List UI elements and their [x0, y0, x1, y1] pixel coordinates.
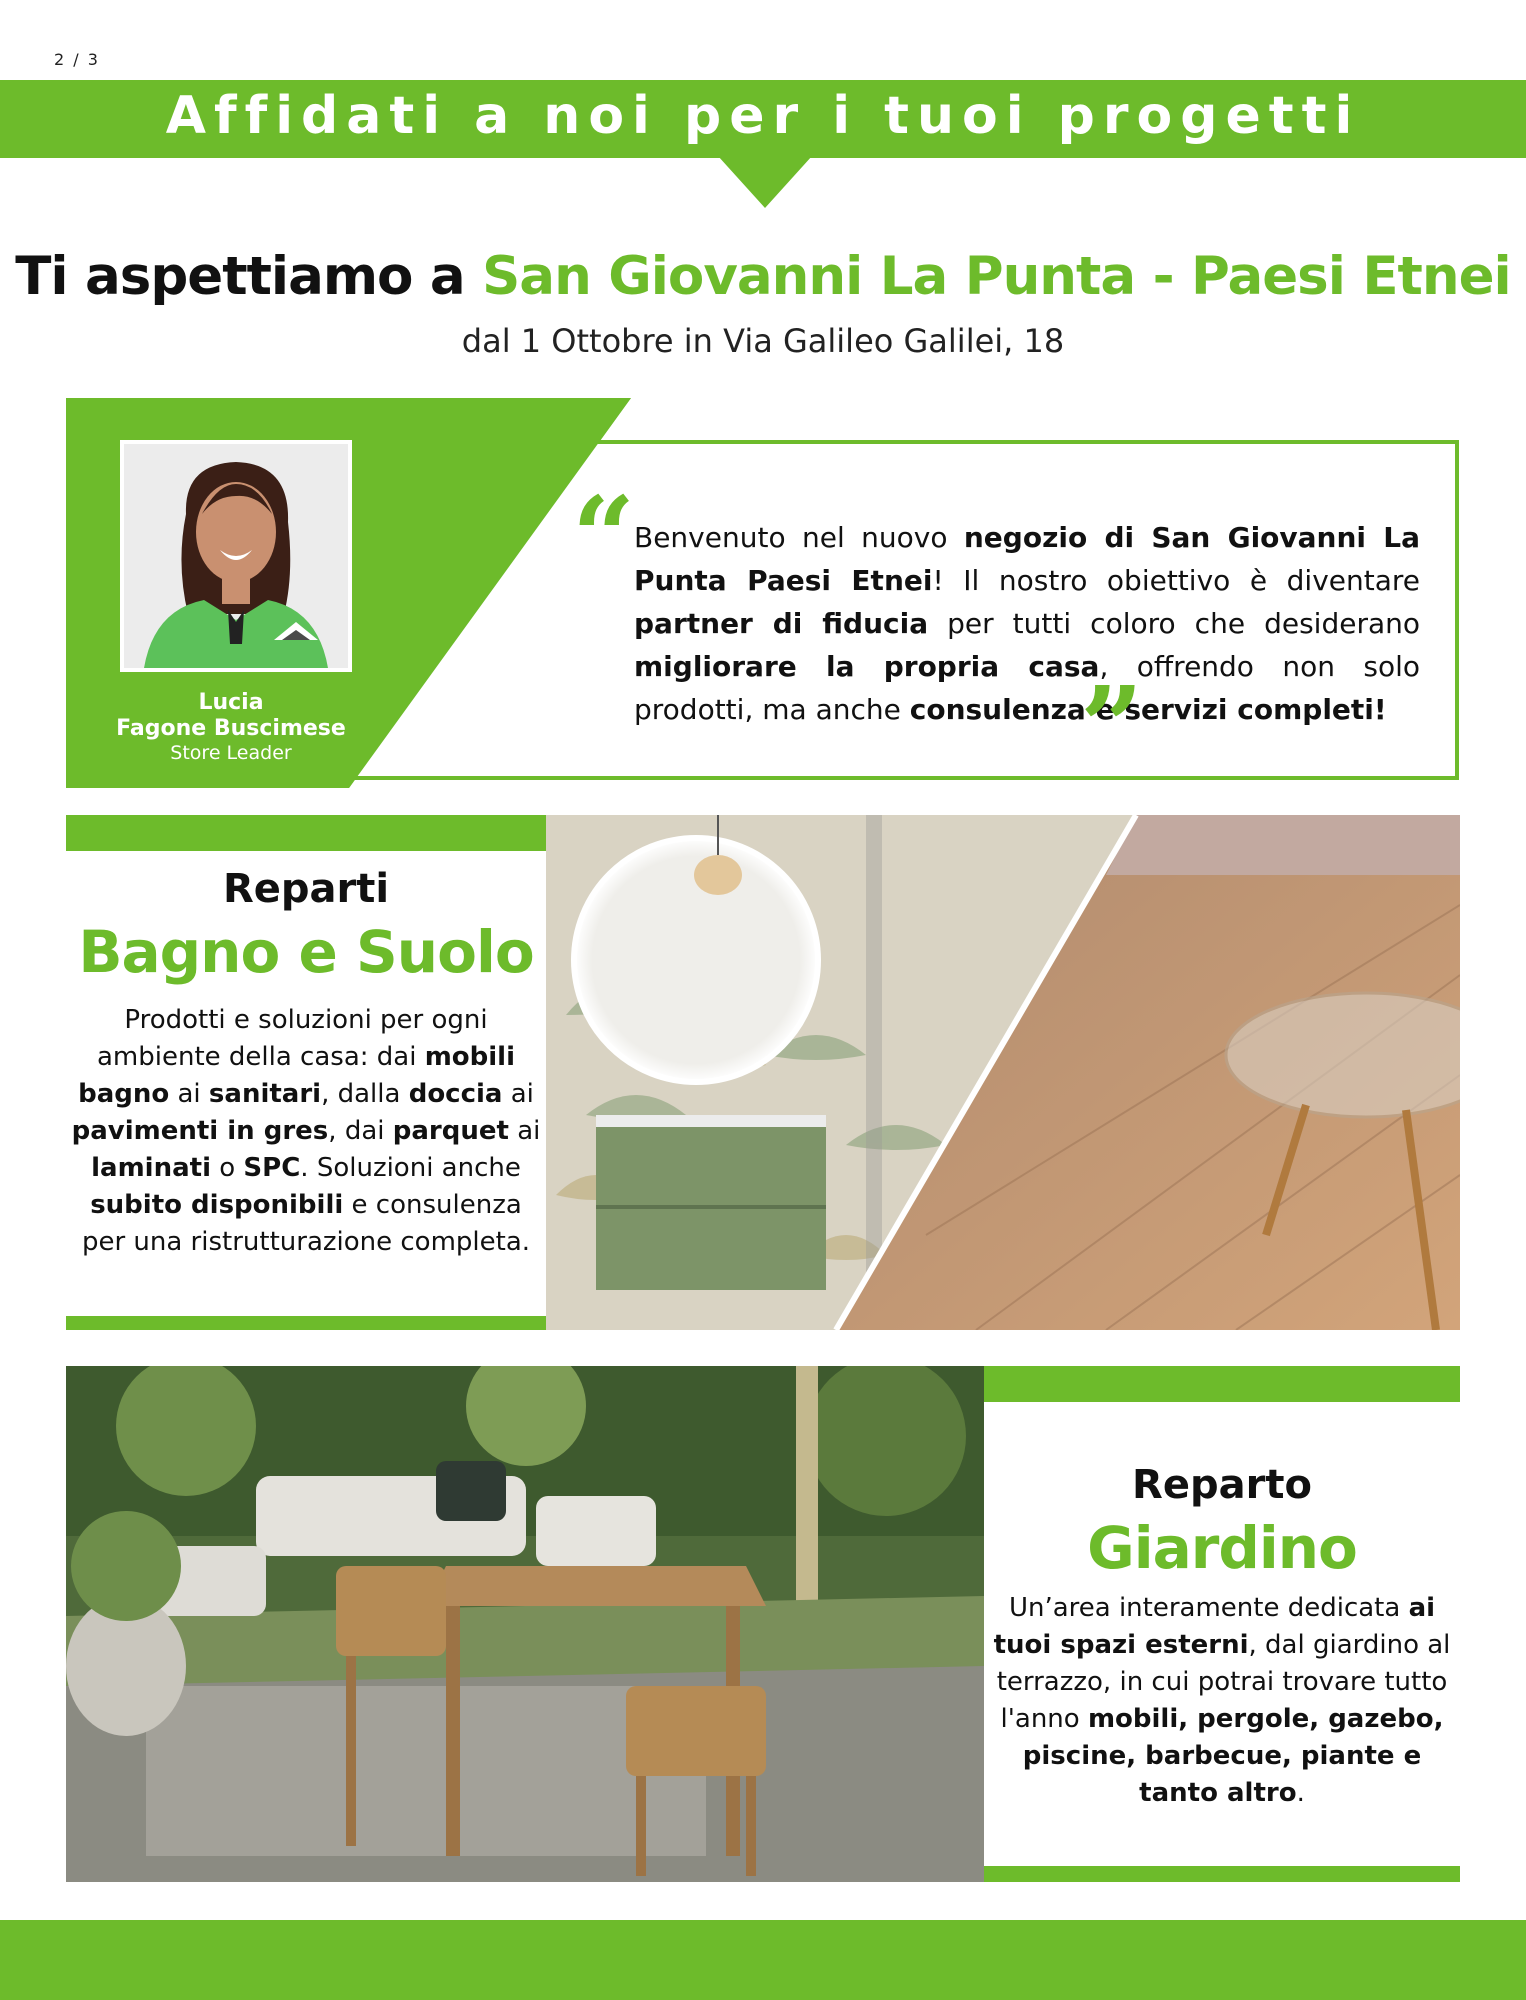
headline-location: San Giovanni La Punta - Paesi Etnei — [482, 246, 1511, 307]
giardino-bar-bottom — [984, 1866, 1460, 1882]
bagno-kicker: Reparti — [222, 866, 390, 912]
quote-open-icon: “ — [572, 472, 636, 601]
text-run: doccia — [408, 1079, 503, 1109]
text-run: parquet — [392, 1116, 509, 1146]
leader-first-name: Lucia — [198, 690, 264, 715]
giardino-description — [984, 1590, 1460, 1812]
text-run: migliorare la propria casa — [634, 650, 1100, 683]
text-run: negozio di San Giovanni La Punta Paesi Etnei — [634, 521, 1421, 597]
text-run: partner di fiducia — [634, 607, 929, 640]
text-run: Benvenuto nel nuovo — [634, 521, 964, 554]
text-run: sanitari — [208, 1079, 322, 1109]
avatar — [124, 444, 348, 668]
headline-subtitle: dal 1 Ottobre in Via Galileo Galilei, 18 — [461, 322, 1065, 360]
text-run: ai — [169, 1079, 209, 1109]
text-run: , dal giardino al terrazzo, in cui potrai trovare tutto l'anno — [996, 1630, 1451, 1734]
banner-title: Affidati a noi per i tuoi progetti — [165, 86, 1361, 146]
text-run: ai — [502, 1079, 534, 1109]
text-run: subito disponibili — [90, 1190, 344, 1220]
text-run: ai tuoi spazi esterni — [993, 1593, 1436, 1660]
text-run: , offrendo non solo prodotti, ma anche — [634, 650, 1420, 726]
quote-close-icon: ” — [1080, 662, 1144, 791]
text-run: . — [1296, 1778, 1305, 1808]
text-run: e consulenza per una ristrutturazione completa. — [81, 1190, 531, 1257]
giardino-photo — [66, 1366, 984, 1882]
leader-last-name: Fagone Buscimese — [116, 716, 346, 741]
bagno-bar-top — [66, 815, 546, 851]
text-run: ai — [508, 1116, 541, 1146]
leader-name — [96, 690, 366, 742]
bagno-bar-bottom — [66, 1316, 546, 1330]
page-counter: 2 / 3 — [54, 50, 100, 69]
text-run: consulenza e servizi completi! — [909, 693, 1387, 726]
text-run: o — [210, 1153, 244, 1183]
leader-photo — [120, 440, 352, 672]
top-banner — [0, 80, 1526, 158]
text-run: . Soluzioni anche — [300, 1153, 521, 1183]
bagno-suolo-photo — [546, 815, 1460, 1330]
banner-arrow-icon — [718, 156, 812, 208]
text-run: mobili, pergole, gazebo, piscine, barbecue, piante e tanto altro — [1022, 1704, 1444, 1808]
leader-quote — [634, 516, 1420, 731]
text-run: Prodotti e soluzioni per ogni ambiente della casa: dai — [96, 1005, 488, 1072]
leader-role: Store Leader — [170, 742, 292, 764]
text-run: SPC — [243, 1153, 301, 1183]
bottom-bar — [0, 1920, 1526, 2000]
bagno-description — [66, 1002, 546, 1261]
bagno-title: Bagno e Suolo — [78, 918, 534, 986]
text-run: ! Il nostro obiettivo è diventare — [932, 564, 1420, 597]
text-run: pavimenti in gres — [71, 1116, 329, 1146]
giardino-kicker: Reparto — [1132, 1462, 1312, 1508]
giardino-bar-top — [984, 1366, 1460, 1402]
giardino-title: Giardino — [1087, 1514, 1357, 1582]
text-run: laminati — [91, 1153, 211, 1183]
text-run: , dai — [328, 1116, 393, 1146]
headline — [0, 246, 1526, 307]
headline-prefix: Ti aspettiamo a — [15, 246, 483, 307]
text-run: , dalla — [321, 1079, 409, 1109]
text-run: per tutti coloro che desiderano — [928, 607, 1420, 640]
text-run: Un’area interamente dedicata — [1008, 1593, 1409, 1623]
text-run: mobili bagno — [78, 1042, 516, 1109]
